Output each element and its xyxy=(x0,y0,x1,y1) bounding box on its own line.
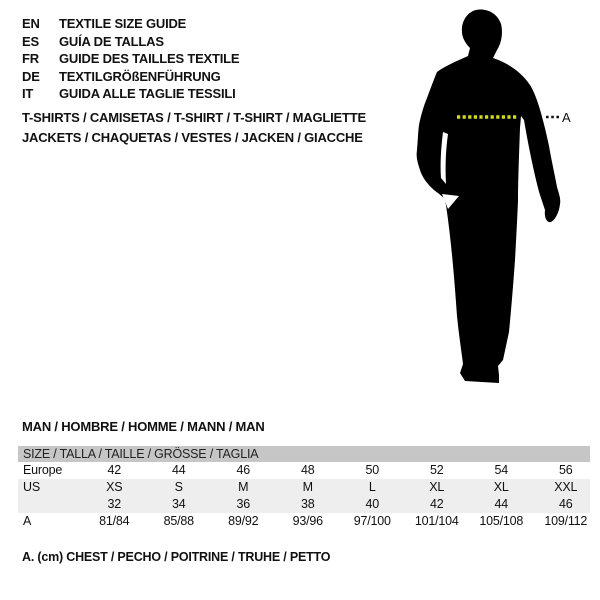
section-title-man: MAN / HOMBRE / HOMME / MANN / MAN xyxy=(22,419,265,434)
row-label xyxy=(18,496,82,513)
language-label: TEXTILE SIZE GUIDE xyxy=(59,16,187,31)
table-row-numeric xyxy=(18,496,590,513)
table-cell: XL xyxy=(493,480,509,494)
language-label: GUIDE DES TAILLES TEXTILE xyxy=(59,51,240,66)
language-code: DE xyxy=(22,68,40,84)
table-cell: 46 xyxy=(558,497,573,511)
table-cell: 36 xyxy=(236,497,250,511)
table-cell: L xyxy=(368,480,376,494)
row-label: A xyxy=(23,514,32,528)
measurement-footnote: A. (cm) CHEST / PECHO / POITRINE / TRUHE / PETTO xyxy=(22,550,331,564)
table-cell: S xyxy=(174,480,183,494)
table-row-europe xyxy=(18,462,590,479)
table-cell: 32 xyxy=(107,497,121,511)
table-cell: 38 xyxy=(300,497,315,511)
language-label: GUÍA DE TALLAS xyxy=(59,33,164,49)
man-silhouette-figure xyxy=(405,6,570,391)
table-cell: 97/100 xyxy=(353,514,391,528)
table-cell: 89/92 xyxy=(228,514,259,528)
table-cell: XL xyxy=(429,480,445,494)
language-row-en xyxy=(22,15,239,33)
table-cell: 44 xyxy=(171,463,186,477)
row-label: Europe xyxy=(23,463,63,477)
table-cell: 85/88 xyxy=(163,514,194,528)
table-cell: 48 xyxy=(300,463,315,477)
category-line-jackets: JACKETS / CHAQUETAS / VESTES / JACKEN / GIACCHE xyxy=(22,129,363,145)
table-row-us xyxy=(18,479,590,496)
table-cell: 52 xyxy=(429,463,444,477)
table-cell: 56 xyxy=(558,463,573,477)
language-code: FR xyxy=(22,51,39,66)
table-cell: XS xyxy=(106,480,123,494)
language-row-it xyxy=(22,85,239,103)
language-row-es xyxy=(22,33,239,51)
language-code: ES xyxy=(22,33,39,49)
table-cell: 81/84 xyxy=(99,514,130,528)
category-line-tshirts: T-SHIRTS / CAMISETAS / T-SHIRT / T-SHIRT / MAGLIETTE xyxy=(22,110,366,125)
table-row-chest-a xyxy=(18,513,590,530)
language-row-de xyxy=(22,68,239,86)
table-cell: 50 xyxy=(365,463,379,477)
garment-categories xyxy=(22,108,366,147)
language-code: EN xyxy=(22,16,40,31)
table-cell: M xyxy=(302,480,313,494)
table-cell: 44 xyxy=(494,497,508,511)
language-row-fr xyxy=(22,50,239,68)
table-cell: 93/96 xyxy=(292,514,323,528)
table-cell: 42 xyxy=(107,463,121,477)
size-table-header: SIZE / TALLA / TAILLE / GRÖSSE / TAGLIA xyxy=(18,446,590,462)
table-cell: 105/108 xyxy=(479,514,524,528)
language-label: GUIDA ALLE TAGLIE TESSILI xyxy=(59,86,236,101)
measurement-label-a: A xyxy=(562,110,571,125)
language-guide-list xyxy=(22,15,239,103)
row-label: US xyxy=(23,480,40,494)
table-cell: 34 xyxy=(171,497,186,511)
table-cell: 54 xyxy=(494,463,508,477)
man-silhouette xyxy=(417,10,561,383)
table-cell: 46 xyxy=(236,463,250,477)
table-cell: M xyxy=(238,480,249,494)
language-label: TEXTILGRÖßENFÜHRUNG xyxy=(59,68,221,84)
table-cell: XXL xyxy=(554,480,578,494)
size-table xyxy=(18,446,590,530)
table-cell: 109/112 xyxy=(544,514,588,528)
table-cell: 40 xyxy=(365,497,379,511)
table-cell: 101/104 xyxy=(414,514,459,528)
language-code: IT xyxy=(22,86,34,101)
table-cell: 42 xyxy=(429,497,444,511)
